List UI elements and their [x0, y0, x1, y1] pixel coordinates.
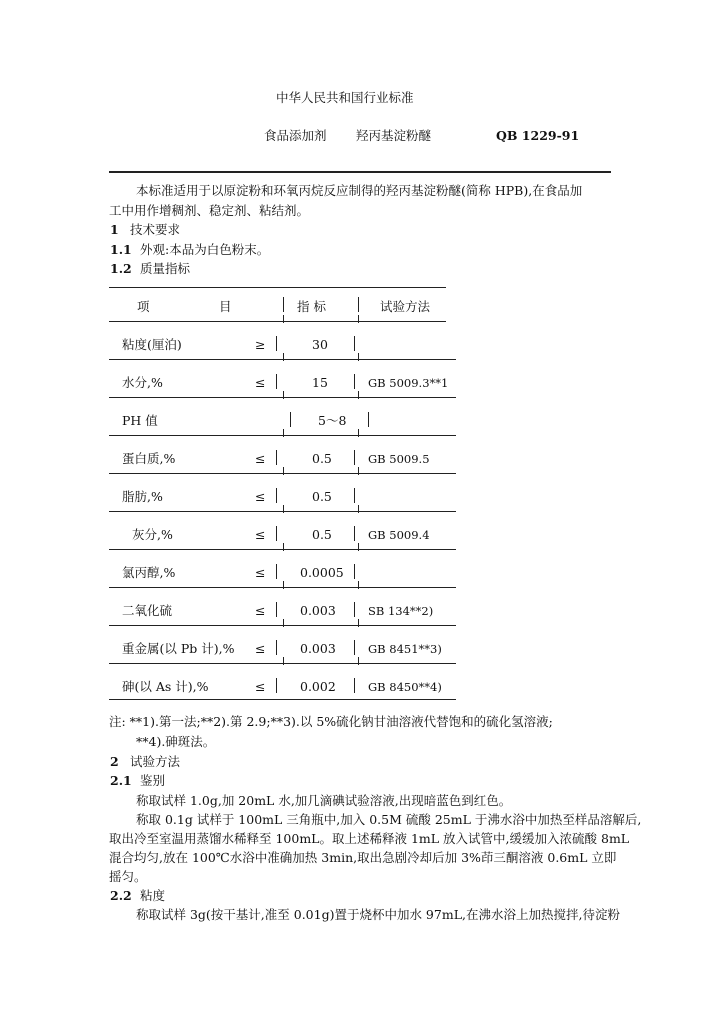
table-cell-value: 0.002	[300, 679, 336, 694]
table-rule-tick	[358, 353, 359, 361]
table-rule-tick	[283, 505, 284, 513]
table-cell-operator: ≤	[255, 603, 266, 618]
table-rule-tick	[358, 657, 359, 665]
table-cell-operator: ≤	[255, 489, 266, 504]
header-rule	[109, 171, 611, 173]
sec2-1-number: 2.1	[110, 773, 132, 788]
table-cell-divider	[354, 374, 355, 389]
table-rule-tick	[283, 391, 284, 399]
table-cell-item: 蛋白质,%	[122, 451, 176, 466]
table-rule-tick	[358, 581, 359, 589]
intro-line-2: 工中用作增稠剂、稳定剂、粘结剂。	[109, 203, 310, 218]
sec2-1-para-2-line-3: 混合均匀,放在 100℃水浴中准确加热 3min,取出急剧冷却后加 3%茚三酮溶液 0.6mL 立即	[109, 850, 617, 865]
table-row-rule	[109, 321, 446, 322]
sec1-number: 1	[110, 222, 119, 237]
sec2-2-number: 2.2	[110, 888, 132, 903]
table-rule-tick	[283, 353, 284, 361]
table-cell-value: 30	[312, 337, 328, 352]
table-rule-tick	[283, 543, 284, 551]
table-rule-tick	[358, 315, 359, 323]
table-note-2: **4).砷斑法。	[136, 734, 216, 749]
sec2-1-title: 鉴别	[140, 773, 166, 788]
sec1-title: 技术要求	[130, 222, 181, 237]
table-rule-tick	[358, 543, 359, 551]
table-cell-value: 15	[312, 375, 328, 390]
sec2-1-para-2-line-1: 称取 0.1g 试样于 100mL 三角瓶中,加入 0.5M 硫酸 25mL 于沸水浴中加热至样品溶解后,	[136, 812, 642, 827]
table-rule-top	[109, 287, 446, 288]
table-cell-divider	[354, 564, 355, 579]
table-rule-tick	[358, 429, 359, 437]
table-cell-value: 0.5	[312, 489, 332, 504]
table-cell-operator: ≤	[255, 527, 266, 542]
table-cell-divider	[354, 526, 355, 541]
table-rule-tick	[283, 315, 284, 323]
intro-line-1: 本标准适用于以原淀粉和环氧丙烷反应制得的羟丙基淀粉醚(简称 HPB),在食品加	[136, 183, 583, 198]
table-cell-operator: ≤	[255, 375, 266, 390]
table-cell-divider	[290, 412, 291, 427]
table-cell-value: 0.0005	[300, 565, 344, 580]
table-rule-bottom	[109, 699, 456, 700]
table-note-1: 注: **1).第一法;**2).第 2.9;**3).以 5%硫化钠甘油溶液代替饱和的硫化氢溶液;	[109, 714, 553, 729]
table-cell-divider	[276, 678, 277, 693]
table-cell-divider	[354, 678, 355, 693]
table-cell-item: 氯丙醇,%	[122, 565, 176, 580]
doc-standard-code: QB 1229-91	[496, 128, 580, 143]
header-method: 试验方法	[380, 299, 431, 314]
table-cell-divider	[368, 412, 369, 427]
table-rule-tick	[358, 619, 359, 627]
table-cell-divider	[276, 602, 277, 617]
header-sep-2	[358, 297, 359, 312]
sec1-2-number: 1.2	[110, 261, 132, 276]
sec1-1-text: 外观:本品为白色粉末。	[140, 242, 270, 257]
table-cell-item: 脂肪,%	[122, 489, 163, 504]
table-cell-divider	[276, 488, 277, 503]
sec2-1-para-2-line-4: 摇匀。	[109, 869, 147, 884]
table-rule-tick	[358, 505, 359, 513]
table-cell-method: GB 8451**3)	[368, 642, 442, 656]
table-rule-tick	[283, 619, 284, 627]
table-cell-divider	[276, 640, 277, 655]
table-cell-method: GB 5009.5	[368, 452, 430, 466]
table-cell-method: GB 5009.4	[368, 528, 430, 542]
table-cell-item: 灰分,%	[132, 527, 173, 542]
table-cell-value: 0.003	[300, 641, 336, 656]
doc-category: 食品添加剂	[264, 128, 327, 143]
sec1-1-number: 1.1	[110, 242, 132, 257]
table-cell-item: 二氧化硫	[122, 603, 173, 618]
table-rule-tick	[358, 391, 359, 399]
table-cell-divider	[276, 374, 277, 389]
table-cell-operator: ≤	[255, 451, 266, 466]
table-rule-tick	[283, 429, 284, 437]
table-cell-method: GB 5009.3**1	[368, 376, 449, 390]
table-cell-value: 0.003	[300, 603, 336, 618]
table-rule-tick	[283, 467, 284, 475]
table-cell-divider	[276, 526, 277, 541]
table-rule-tick	[358, 467, 359, 475]
sec2-1-para-2-line-2: 取出冷至室温用蒸馏水稀释至 100mL。取上述稀释液 1mL 放入试管中,缓缓加入浓硫酸 8mL	[109, 831, 630, 846]
table-cell-divider	[276, 564, 277, 579]
sec1-2-title: 质量指标	[140, 261, 191, 276]
table-rule-tick	[283, 657, 284, 665]
table-cell-item: 重金属(以 Pb 计),%	[122, 641, 235, 656]
sec2-number: 2	[110, 754, 119, 769]
table-cell-item: 水分,%	[122, 375, 163, 390]
table-cell-value: 0.5	[312, 451, 332, 466]
table-cell-divider	[354, 488, 355, 503]
table-cell-divider	[354, 602, 355, 617]
table-cell-operator: ≤	[255, 679, 266, 694]
table-cell-divider	[354, 450, 355, 465]
header-item-a: 项	[137, 299, 150, 314]
table-cell-item: 粘度(厘泊)	[122, 337, 182, 352]
table-cell-divider	[354, 336, 355, 351]
table-cell-operator: ≥	[255, 337, 266, 352]
sec2-2-title: 粘度	[140, 888, 166, 903]
sec2-title: 试验方法	[130, 754, 181, 769]
table-cell-item: 砷(以 As 计),%	[122, 679, 209, 694]
table-cell-operator: ≤	[255, 565, 266, 580]
table-rule-tick	[283, 581, 284, 589]
header-spec: 指 标	[297, 299, 326, 314]
sec2-2-para-1: 称取试样 3g(按干基计,准至 0.01g)置于烧杯中加水 97mL,在沸水浴上加热搅拌,待淀粉	[136, 907, 620, 922]
table-cell-method: SB 134**2)	[368, 604, 434, 618]
table-cell-item: PH 值	[122, 413, 158, 428]
table-cell-divider	[276, 336, 277, 351]
table-cell-operator: ≤	[255, 641, 266, 656]
table-cell-value: 0.5	[312, 527, 332, 542]
doc-header-title: 中华人民共和国行业标准	[276, 90, 414, 105]
doc-product-name: 羟丙基淀粉醚	[356, 128, 432, 143]
sec2-1-para-1: 称取试样 1.0g,加 20mL 水,加几滴碘试验溶液,出现暗蓝色到红色。	[136, 793, 512, 808]
table-cell-divider	[354, 640, 355, 655]
header-sep-1	[283, 297, 284, 312]
table-cell-method: GB 8450**4)	[368, 680, 442, 694]
table-cell-divider	[276, 450, 277, 465]
header-item-b: 目	[219, 299, 232, 314]
table-cell-value: 5～8	[318, 413, 347, 428]
